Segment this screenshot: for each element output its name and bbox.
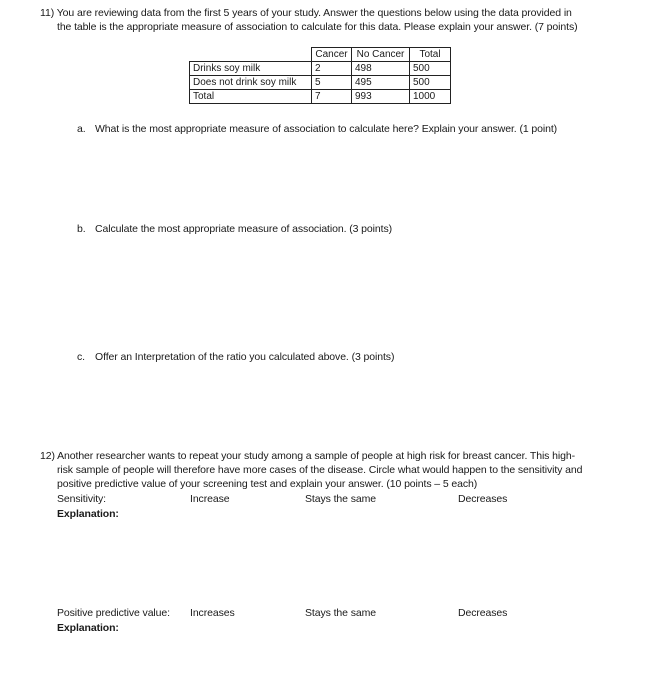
q12-line1: 12) Another researcher wants to repeat your study among a sample of people at high risk for breast cancer. This high- (40, 450, 575, 462)
table-cell: 993 (352, 90, 410, 104)
contingency-table (189, 47, 451, 104)
table-row (190, 90, 451, 104)
table-header-no-cancer: No Cancer (352, 48, 410, 62)
table-cell: 1000 (410, 90, 451, 104)
table-cell: Drinks soy milk (190, 62, 312, 76)
table-row (190, 76, 451, 90)
sensitivity-option-increase[interactable]: Increase (190, 493, 230, 505)
q11b-label: b. (77, 223, 86, 235)
table-cell: 495 (352, 76, 410, 90)
q11-line2: the table is the appropriate measure of association to calculate for this data. Please explain your answer. (7 points) (57, 21, 578, 33)
sensitivity-option-same[interactable]: Stays the same (305, 493, 376, 505)
q12-line3: positive predictive value of your screening test and explain your answer. (10 points – 5 each) (57, 478, 478, 490)
q12-line2: risk sample of people will therefore have more cases of the disease. Circle what would happen to the sensitivity and (57, 464, 583, 476)
table-header-cancer: Cancer (312, 48, 352, 62)
sensitivity-label: Sensitivity: (57, 493, 106, 505)
ppv-explanation-label: Explanation: (57, 622, 119, 634)
q11c-text: Offer an Interpretation of the ratio you calculated above. (3 points) (95, 351, 395, 363)
q11a-label: a. (77, 123, 86, 135)
table-cell: 498 (352, 62, 410, 76)
table-cell: 500 (410, 76, 451, 90)
table-cell: 2 (312, 62, 352, 76)
q11a-text: What is the most appropriate measure of association to calculate here? Explain your answer. (1 point) (95, 123, 558, 135)
ppv-option-increases[interactable]: Increases (190, 607, 235, 619)
table-cell: Total (190, 90, 312, 104)
q11b-text: Calculate the most appropriate measure of association. (3 points) (95, 223, 392, 235)
q11c-label: c. (77, 351, 85, 363)
table-header-row (190, 48, 451, 62)
table-cell: Does not drink soy milk (190, 76, 312, 90)
ppv-option-same[interactable]: Stays the same (305, 607, 376, 619)
table-cell: 7 (312, 90, 352, 104)
table-header-empty (190, 48, 312, 62)
sensitivity-option-decreases[interactable]: Decreases (458, 493, 508, 505)
table-cell: 500 (410, 62, 451, 76)
ppv-label: Positive predictive value: (57, 607, 170, 619)
ppv-option-decreases[interactable]: Decreases (458, 607, 508, 619)
sensitivity-explanation-label: Explanation: (57, 508, 119, 520)
table-header-total: Total (410, 48, 451, 62)
q11-line1: 11) You are reviewing data from the first 5 years of your study. Answer the questions below using the data provided in (40, 7, 572, 19)
table-row (190, 62, 451, 76)
table-cell: 5 (312, 76, 352, 90)
